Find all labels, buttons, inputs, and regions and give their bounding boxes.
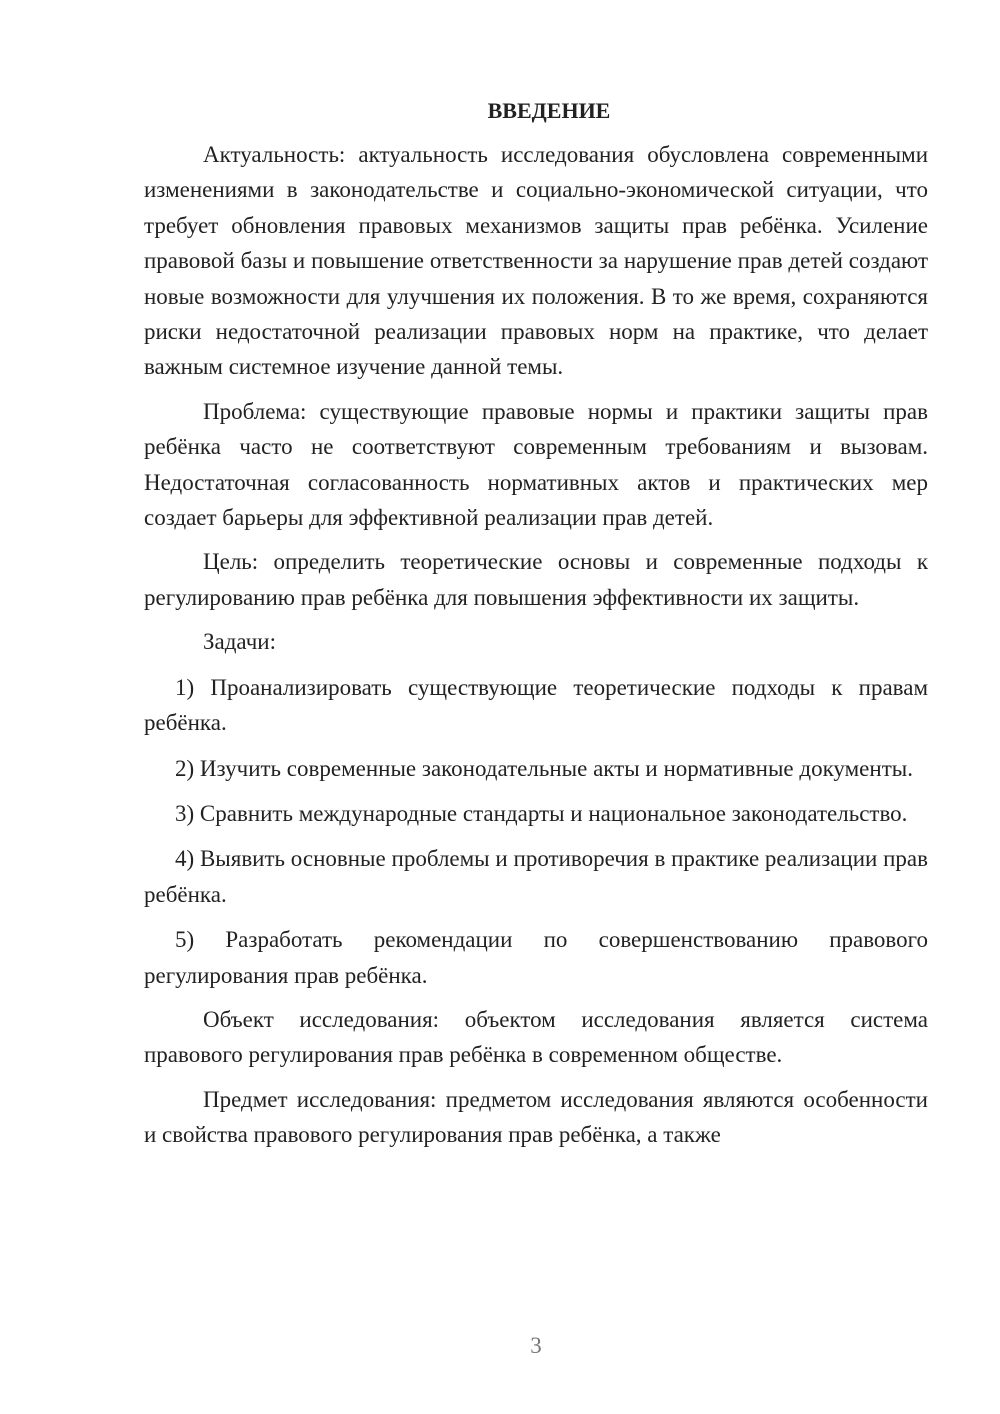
paragraph-relevance: Актуальность: актуальность исследования обусловлена современными изменениями в законодательстве и социально-экономической ситуации, что требует обновления правовых механизмов защиты прав ребёнка. Усиление правовой базы и повышение ответственности за нарушение прав детей создают новые возможности для улучшения их положения. В то же время, сохраняются риски недостаточной реализации правовых норм на практике, что делает важным системное изучение данной темы. bbox=[144, 142, 928, 380]
paragraph-subject: Предмет исследования: предметом исследования являются особенности и свойства правового регулирования прав ребёнка, а также bbox=[144, 1086, 928, 1148]
task-item-4: 4) Выявить основные проблемы и противоречия в практике реализации прав ребёнка. bbox=[144, 846, 928, 907]
paragraph-problem: Проблема: существующие правовые нормы и практики защиты прав ребёнка часто не соответствуют современным требованиям и вызовам. Недостаточная согласованность нормативных актов и практических мер создает барьеры для эффективной реализации прав детей. bbox=[144, 398, 928, 531]
page-body bbox=[144, 95, 928, 1153]
task-item-5: 5) Разработать рекомендации по совершенствованию правового регулирования прав ребёнка. bbox=[144, 927, 928, 988]
task-item-2: 2) Изучить современные законодательные акты и нормативные документы. bbox=[175, 755, 913, 781]
task-item-1: 1) Проанализировать существующие теоретические подходы к правам ребёнка. bbox=[144, 674, 928, 736]
tasks-label: Задачи: bbox=[203, 629, 276, 655]
page-number: 3 bbox=[530, 1333, 542, 1358]
task-item-3: 3) Сравнить международные стандарты и национальное законодательство. bbox=[175, 800, 908, 826]
paragraph-object: Объект исследования: объектом исследования является система правового регулирования прав ребёнка в современном обществе. bbox=[144, 1006, 928, 1068]
paragraph-goal: Цель: определить теоретические основы и современные подходы к регулированию прав ребёнка для повышения эффективности их защиты. bbox=[144, 549, 928, 610]
section-heading: ВВЕДЕНИЕ bbox=[487, 98, 611, 123]
